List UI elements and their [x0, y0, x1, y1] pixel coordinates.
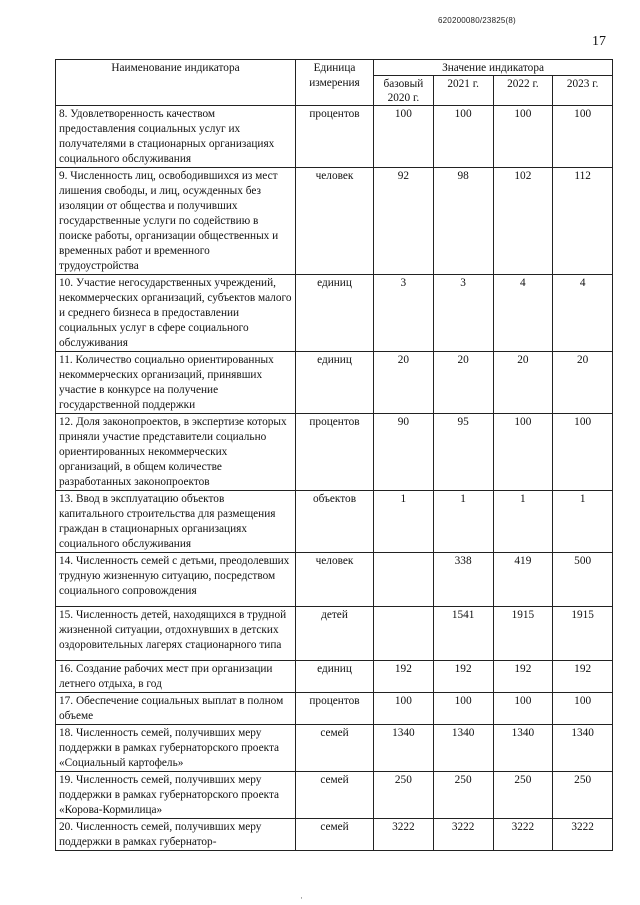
value-2021: 192	[433, 661, 493, 693]
value-2022: 4	[493, 275, 553, 352]
value-2022: 419	[493, 553, 553, 607]
header-indicator-name: Наименование индикатора	[56, 60, 296, 106]
header-year-2021: 2021 г.	[433, 76, 493, 106]
value-base: 20	[374, 352, 434, 414]
value-base	[374, 607, 434, 661]
page-number: 17	[592, 34, 606, 49]
table-row	[56, 106, 613, 168]
table-row	[56, 693, 613, 725]
value-2022: 250	[493, 772, 553, 819]
indicator-unit: процентов	[296, 106, 374, 168]
indicator-unit: семей	[296, 725, 374, 772]
indicator-name: 12. Доля законопроектов, в экспертизе которых приняли участие представители социально ориентированных некоммерческих организаций, в общем количестве разработанных законопроектов	[56, 414, 296, 491]
value-2023: 1340	[553, 725, 613, 772]
indicator-name: 18. Численность семей, получивших меру поддержки в рамках губернаторского проекта «Социальный картофель»	[56, 725, 296, 772]
indicator-name: 19. Численность семей, получивших меру поддержки в рамках губернаторского проекта «Корова-Кормилица»	[56, 772, 296, 819]
value-2021: 1541	[433, 607, 493, 661]
indicator-name: 17. Обеспечение социальных выплат в полном объеме	[56, 693, 296, 725]
indicator-unit: детей	[296, 607, 374, 661]
value-2023: 20	[553, 352, 613, 414]
indicator-unit: объектов	[296, 491, 374, 553]
indicator-name: 16. Создание рабочих мест при организации летнего отдыха, в год	[56, 661, 296, 693]
value-2023: 250	[553, 772, 613, 819]
value-base	[374, 553, 434, 607]
indicator-unit: единиц	[296, 352, 374, 414]
indicator-unit: семей	[296, 819, 374, 851]
indicator-unit: человек	[296, 553, 374, 607]
value-2023: 112	[553, 168, 613, 275]
value-base: 192	[374, 661, 434, 693]
indicator-unit: процентов	[296, 414, 374, 491]
value-2022: 100	[493, 693, 553, 725]
indicator-unit: процентов	[296, 693, 374, 725]
value-2021: 95	[433, 414, 493, 491]
table-row	[56, 607, 613, 661]
value-2023: 1	[553, 491, 613, 553]
value-2023: 100	[553, 106, 613, 168]
scan-dot: ·	[300, 893, 303, 903]
value-base: 1	[374, 491, 434, 553]
indicator-name: 13. Ввод в эксплуатацию объектов капитального строительства для размещения граждан в стационарных организациях социального обслуживания	[56, 491, 296, 553]
value-2023: 1915	[553, 607, 613, 661]
value-2023: 3222	[553, 819, 613, 851]
value-2022: 20	[493, 352, 553, 414]
table-row	[56, 168, 613, 275]
value-2021: 20	[433, 352, 493, 414]
table-row	[56, 275, 613, 352]
indicators-table	[55, 59, 613, 851]
value-2023: 500	[553, 553, 613, 607]
value-2022: 192	[493, 661, 553, 693]
value-2023: 100	[553, 693, 613, 725]
value-2022: 100	[493, 106, 553, 168]
table-row	[56, 819, 613, 851]
table-row	[56, 772, 613, 819]
value-2022: 1340	[493, 725, 553, 772]
indicator-name: 11. Количество социально ориентированных некоммерческих организаций, принявших участие в конкурсе на получение государственной поддержки	[56, 352, 296, 414]
header-year-base: базовый 2020 г.	[374, 76, 434, 106]
header-indicator-value: Значение индикатора	[374, 60, 613, 76]
value-2022: 1	[493, 491, 553, 553]
indicator-unit: единиц	[296, 661, 374, 693]
value-2023: 192	[553, 661, 613, 693]
value-2021: 3222	[433, 819, 493, 851]
value-2023: 100	[553, 414, 613, 491]
indicator-name: 8. Удовлетворенность качеством предоставления социальных услуг их получателями в стационарных организациях социального обслуживания	[56, 106, 296, 168]
value-2021: 1340	[433, 725, 493, 772]
table-row	[56, 352, 613, 414]
table-row	[56, 491, 613, 553]
indicator-name: 14. Численность семей с детьми, преодолевших трудную жизненную ситуацию, посредством социального сопровождения	[56, 553, 296, 607]
value-base: 92	[374, 168, 434, 275]
value-2021: 98	[433, 168, 493, 275]
document-code: 620200080/23825(8)	[438, 16, 516, 25]
indicator-name: 10. Участие негосударственных учреждений, некоммерческих организаций, субъектов малого и среднего бизнеса в предоставлении социальных услуг в сфере социального обслуживания	[56, 275, 296, 352]
table-row	[56, 553, 613, 607]
value-base: 100	[374, 106, 434, 168]
value-base: 3222	[374, 819, 434, 851]
indicator-name: 9. Численность лиц, освободившихся из мест лишения свободы, и лиц, осужденных без изоляции от общества и получивших государственные услуги по содействию в поиске работы, организации общественных и временных работ и временного трудоустройства	[56, 168, 296, 275]
indicator-name: 20. Численность семей, получивших меру поддержки в рамках губернатор-	[56, 819, 296, 851]
table-row	[56, 661, 613, 693]
value-2021: 3	[433, 275, 493, 352]
indicator-unit: человек	[296, 168, 374, 275]
value-2021: 250	[433, 772, 493, 819]
value-2021: 338	[433, 553, 493, 607]
table-row	[56, 414, 613, 491]
value-base: 90	[374, 414, 434, 491]
value-2022: 1915	[493, 607, 553, 661]
indicator-unit: семей	[296, 772, 374, 819]
value-2021: 100	[433, 693, 493, 725]
value-2022: 3222	[493, 819, 553, 851]
value-2022: 102	[493, 168, 553, 275]
indicator-unit: единиц	[296, 275, 374, 352]
header-unit: Единица измерения	[296, 60, 374, 106]
value-2022: 100	[493, 414, 553, 491]
indicator-name: 15. Численность детей, находящихся в трудной жизненной ситуации, отдохнувших в детских оздоровительных лагерях стационарного типа	[56, 607, 296, 661]
header-year-2022: 2022 г.	[493, 76, 553, 106]
value-base: 100	[374, 693, 434, 725]
value-base: 250	[374, 772, 434, 819]
value-2023: 4	[553, 275, 613, 352]
value-2021: 1	[433, 491, 493, 553]
value-base: 1340	[374, 725, 434, 772]
value-base: 3	[374, 275, 434, 352]
header-year-2023: 2023 г.	[553, 76, 613, 106]
value-2021: 100	[433, 106, 493, 168]
table-row	[56, 725, 613, 772]
